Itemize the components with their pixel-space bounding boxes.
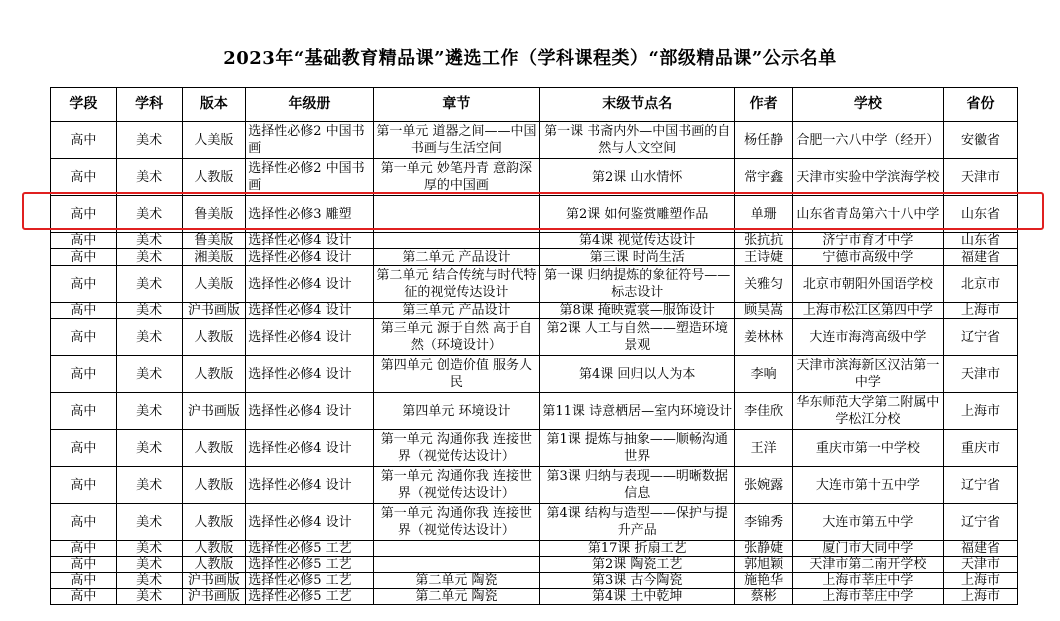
cell-province: 安徽省 bbox=[943, 122, 1017, 159]
cell-chapter: 第一单元 道器之间——中国书画与生活空间 bbox=[373, 122, 539, 159]
cell-edition: 人美版 bbox=[182, 266, 246, 303]
cell-lesson: 第一课 书斋内外—中国书画的自然与人文空间 bbox=[540, 122, 735, 159]
cell-author: 张抗抗 bbox=[735, 233, 793, 249]
cell-stage: 高中 bbox=[51, 356, 117, 393]
table-row bbox=[51, 467, 1018, 504]
results-table bbox=[50, 87, 1018, 605]
cell-school: 山东省青岛第六十八中学 bbox=[792, 196, 943, 233]
cell-edition: 人教版 bbox=[182, 430, 246, 467]
cell-volume: 选择性必修4 设计 bbox=[246, 393, 373, 430]
cell-author: 杨任静 bbox=[735, 122, 793, 159]
cell-lesson: 第17课 折扇工艺 bbox=[540, 541, 735, 557]
cell-lesson: 第2课 陶瓷工艺 bbox=[540, 557, 735, 573]
cell-edition: 人教版 bbox=[182, 467, 246, 504]
cell-subject: 美术 bbox=[116, 557, 182, 573]
cell-stage: 高中 bbox=[51, 303, 117, 319]
cell-school: 天津市滨海新区汉沽第一中学 bbox=[792, 356, 943, 393]
cell-edition: 鲁美版 bbox=[182, 233, 246, 249]
cell-stage: 高中 bbox=[51, 159, 117, 196]
cell-edition: 人教版 bbox=[182, 159, 246, 196]
cell-volume: 选择性必修4 设计 bbox=[246, 504, 373, 541]
cell-author: 李响 bbox=[735, 356, 793, 393]
table-row bbox=[51, 430, 1018, 467]
cell-school: 天津市实验中学滨海学校 bbox=[792, 159, 943, 196]
cell-chapter bbox=[373, 557, 539, 573]
cell-volume: 选择性必修4 设计 bbox=[246, 430, 373, 467]
cell-author: 施艳华 bbox=[735, 573, 793, 589]
cell-author: 顾昊嵩 bbox=[735, 303, 793, 319]
cell-volume: 选择性必修2 中国书画 bbox=[246, 159, 373, 196]
cell-subject: 美术 bbox=[116, 122, 182, 159]
cell-author: 蔡彬 bbox=[735, 589, 793, 605]
cell-province: 福建省 bbox=[943, 541, 1017, 557]
cell-author: 张婉露 bbox=[735, 467, 793, 504]
cell-volume: 选择性必修4 设计 bbox=[246, 249, 373, 266]
cell-subject: 美术 bbox=[116, 504, 182, 541]
cell-school: 上海市松江区第四中学 bbox=[792, 303, 943, 319]
table-row bbox=[51, 249, 1018, 266]
cell-stage: 高中 bbox=[51, 541, 117, 557]
cell-province: 天津市 bbox=[943, 356, 1017, 393]
cell-stage: 高中 bbox=[51, 122, 117, 159]
cell-edition: 湘美版 bbox=[182, 249, 246, 266]
cell-school: 厦门市大同中学 bbox=[792, 541, 943, 557]
col-header-lesson: 末级节点名 bbox=[540, 88, 735, 122]
cell-author: 姜林林 bbox=[735, 319, 793, 356]
col-header-volume: 年级册 bbox=[246, 88, 373, 122]
cell-school: 宁德市高级中学 bbox=[792, 249, 943, 266]
cell-province: 上海市 bbox=[943, 393, 1017, 430]
col-header-author: 作者 bbox=[735, 88, 793, 122]
cell-author: 李锦秀 bbox=[735, 504, 793, 541]
cell-author: 郭旭颖 bbox=[735, 557, 793, 573]
cell-author: 王洋 bbox=[735, 430, 793, 467]
cell-author: 张静婕 bbox=[735, 541, 793, 557]
cell-volume: 选择性必修2 中国书画 bbox=[246, 122, 373, 159]
cell-author: 单珊 bbox=[735, 196, 793, 233]
cell-province: 山东省 bbox=[943, 196, 1017, 233]
table-row bbox=[51, 159, 1018, 196]
cell-subject: 美术 bbox=[116, 303, 182, 319]
cell-volume: 选择性必修5 工艺 bbox=[246, 541, 373, 557]
cell-edition: 人教版 bbox=[182, 356, 246, 393]
cell-subject: 美术 bbox=[116, 430, 182, 467]
cell-author: 王诗婕 bbox=[735, 249, 793, 266]
cell-chapter: 第四单元 创造价值 服务人民 bbox=[373, 356, 539, 393]
cell-stage: 高中 bbox=[51, 467, 117, 504]
cell-lesson: 第1课 提炼与抽象——顺畅沟通世界 bbox=[540, 430, 735, 467]
cell-province: 上海市 bbox=[943, 573, 1017, 589]
cell-lesson: 第2课 如何鉴赏雕塑作品 bbox=[540, 196, 735, 233]
cell-subject: 美术 bbox=[116, 159, 182, 196]
cell-lesson: 第4课 回归以人为本 bbox=[540, 356, 735, 393]
cell-chapter: 第二单元 陶瓷 bbox=[373, 589, 539, 605]
table-row bbox=[51, 122, 1018, 159]
cell-volume: 选择性必修4 设计 bbox=[246, 467, 373, 504]
cell-lesson: 第11课 诗意栖居—室内环境设计 bbox=[540, 393, 735, 430]
cell-stage: 高中 bbox=[51, 319, 117, 356]
table-row bbox=[51, 504, 1018, 541]
cell-province: 辽宁省 bbox=[943, 319, 1017, 356]
cell-volume: 选择性必修4 设计 bbox=[246, 233, 373, 249]
cell-chapter: 第三单元 产品设计 bbox=[373, 303, 539, 319]
cell-volume: 选择性必修4 设计 bbox=[246, 303, 373, 319]
cell-chapter: 第三单元 源于自然 高于自然（环境设计） bbox=[373, 319, 539, 356]
cell-subject: 美术 bbox=[116, 249, 182, 266]
table-row bbox=[51, 589, 1018, 605]
cell-province: 福建省 bbox=[943, 249, 1017, 266]
cell-lesson: 第3课 归纳与表现——明晰数据信息 bbox=[540, 467, 735, 504]
cell-stage: 高中 bbox=[51, 430, 117, 467]
table-row bbox=[51, 541, 1018, 557]
cell-edition: 人教版 bbox=[182, 319, 246, 356]
cell-lesson: 第4课 视觉传达设计 bbox=[540, 233, 735, 249]
cell-volume: 选择性必修3 雕塑 bbox=[246, 196, 373, 233]
cell-school: 大连市第五中学 bbox=[792, 504, 943, 541]
cell-subject: 美术 bbox=[116, 319, 182, 356]
cell-school: 重庆市第一中学校 bbox=[792, 430, 943, 467]
cell-edition: 人美版 bbox=[182, 122, 246, 159]
cell-stage: 高中 bbox=[51, 249, 117, 266]
table-row bbox=[51, 266, 1018, 303]
cell-school: 济宁市育才中学 bbox=[792, 233, 943, 249]
cell-lesson: 第2课 人工与自然——塑造环境景观 bbox=[540, 319, 735, 356]
col-header-province: 省份 bbox=[943, 88, 1017, 122]
table-row bbox=[51, 356, 1018, 393]
cell-chapter: 第一单元 妙笔丹青 意韵深厚的中国画 bbox=[373, 159, 539, 196]
table-row bbox=[51, 393, 1018, 430]
cell-province: 辽宁省 bbox=[943, 504, 1017, 541]
cell-province: 重庆市 bbox=[943, 430, 1017, 467]
cell-subject: 美术 bbox=[116, 266, 182, 303]
cell-province: 天津市 bbox=[943, 557, 1017, 573]
cell-stage: 高中 bbox=[51, 504, 117, 541]
cell-chapter: 第一单元 沟通你我 连接世界（视觉传达设计） bbox=[373, 467, 539, 504]
cell-volume: 选择性必修5 工艺 bbox=[246, 573, 373, 589]
cell-stage: 高中 bbox=[51, 196, 117, 233]
cell-chapter: 第二单元 陶瓷 bbox=[373, 573, 539, 589]
cell-volume: 选择性必修4 设计 bbox=[246, 266, 373, 303]
cell-school: 上海市莘庄中学 bbox=[792, 573, 943, 589]
table-row bbox=[51, 233, 1018, 249]
cell-subject: 美术 bbox=[116, 541, 182, 557]
cell-school: 合肥一六八中学（经开） bbox=[792, 122, 943, 159]
cell-edition: 人教版 bbox=[182, 557, 246, 573]
cell-lesson: 第三课 时尚生活 bbox=[540, 249, 735, 266]
cell-chapter: 第一单元 沟通你我 连接世界（视觉传达设计） bbox=[373, 430, 539, 467]
cell-province: 上海市 bbox=[943, 589, 1017, 605]
cell-lesson: 第一课 归纳提炼的象征符号——标志设计 bbox=[540, 266, 735, 303]
cell-lesson: 第2课 山水情怀 bbox=[540, 159, 735, 196]
cell-school: 上海市莘庄中学 bbox=[792, 589, 943, 605]
cell-subject: 美术 bbox=[116, 589, 182, 605]
col-header-subject: 学科 bbox=[116, 88, 182, 122]
cell-chapter bbox=[373, 541, 539, 557]
cell-chapter: 第一单元 沟通你我 连接世界（视觉传达设计） bbox=[373, 504, 539, 541]
page-title: 2023年“基础教育精品课”遴选工作（学科课程类）“部级精品课”公示名单 bbox=[223, 48, 837, 69]
cell-edition: 沪书画版 bbox=[182, 589, 246, 605]
cell-edition: 沪书画版 bbox=[182, 393, 246, 430]
cell-lesson: 第3课 古今陶瓷 bbox=[540, 573, 735, 589]
cell-stage: 高中 bbox=[51, 266, 117, 303]
cell-school: 大连市海湾高级中学 bbox=[792, 319, 943, 356]
cell-school: 华东师范大学第二附属中学松江分校 bbox=[792, 393, 943, 430]
cell-chapter: 第二单元 产品设计 bbox=[373, 249, 539, 266]
cell-province: 北京市 bbox=[943, 266, 1017, 303]
cell-volume: 选择性必修4 设计 bbox=[246, 319, 373, 356]
table-row bbox=[51, 303, 1018, 319]
cell-edition: 鲁美版 bbox=[182, 196, 246, 233]
cell-edition: 沪书画版 bbox=[182, 573, 246, 589]
col-header-school: 学校 bbox=[792, 88, 943, 122]
cell-volume: 选择性必修5 工艺 bbox=[246, 557, 373, 573]
cell-lesson: 第4课 结构与造型——保护与提升产品 bbox=[540, 504, 735, 541]
col-header-chapter: 章节 bbox=[373, 88, 539, 122]
table-row bbox=[51, 557, 1018, 573]
table-row bbox=[51, 573, 1018, 589]
cell-author: 常宇鑫 bbox=[735, 159, 793, 196]
cell-stage: 高中 bbox=[51, 557, 117, 573]
cell-chapter: 第二单元 结合传统与时代特征的视觉传达设计 bbox=[373, 266, 539, 303]
cell-stage: 高中 bbox=[51, 393, 117, 430]
col-header-edition: 版本 bbox=[182, 88, 246, 122]
cell-province: 上海市 bbox=[943, 303, 1017, 319]
header-row bbox=[51, 88, 1018, 122]
highlight-box bbox=[22, 192, 1044, 230]
table-row bbox=[51, 319, 1018, 356]
cell-chapter: 第四单元 环境设计 bbox=[373, 393, 539, 430]
cell-subject: 美术 bbox=[116, 356, 182, 393]
cell-province: 天津市 bbox=[943, 159, 1017, 196]
cell-lesson: 第8课 掩映霓裳—服饰设计 bbox=[540, 303, 735, 319]
cell-author: 李佳欣 bbox=[735, 393, 793, 430]
cell-stage: 高中 bbox=[51, 589, 117, 605]
cell-province: 山东省 bbox=[943, 233, 1017, 249]
cell-edition: 人教版 bbox=[182, 541, 246, 557]
cell-school: 大连市第十五中学 bbox=[792, 467, 943, 504]
cell-volume: 选择性必修4 设计 bbox=[246, 356, 373, 393]
cell-subject: 美术 bbox=[116, 393, 182, 430]
cell-edition: 人教版 bbox=[182, 504, 246, 541]
cell-chapter bbox=[373, 233, 539, 249]
cell-school: 天津市第二南开学校 bbox=[792, 557, 943, 573]
cell-subject: 美术 bbox=[116, 573, 182, 589]
cell-subject: 美术 bbox=[116, 233, 182, 249]
cell-school: 北京市朝阳外国语学校 bbox=[792, 266, 943, 303]
cell-edition: 沪书画版 bbox=[182, 303, 246, 319]
cell-lesson: 第4课 土中乾坤 bbox=[540, 589, 735, 605]
cell-stage: 高中 bbox=[51, 573, 117, 589]
cell-stage: 高中 bbox=[51, 233, 117, 249]
cell-subject: 美术 bbox=[116, 196, 182, 233]
cell-subject: 美术 bbox=[116, 467, 182, 504]
cell-author: 关雅匀 bbox=[735, 266, 793, 303]
col-header-stage: 学段 bbox=[51, 88, 117, 122]
cell-volume: 选择性必修5 工艺 bbox=[246, 589, 373, 605]
cell-province: 辽宁省 bbox=[943, 467, 1017, 504]
